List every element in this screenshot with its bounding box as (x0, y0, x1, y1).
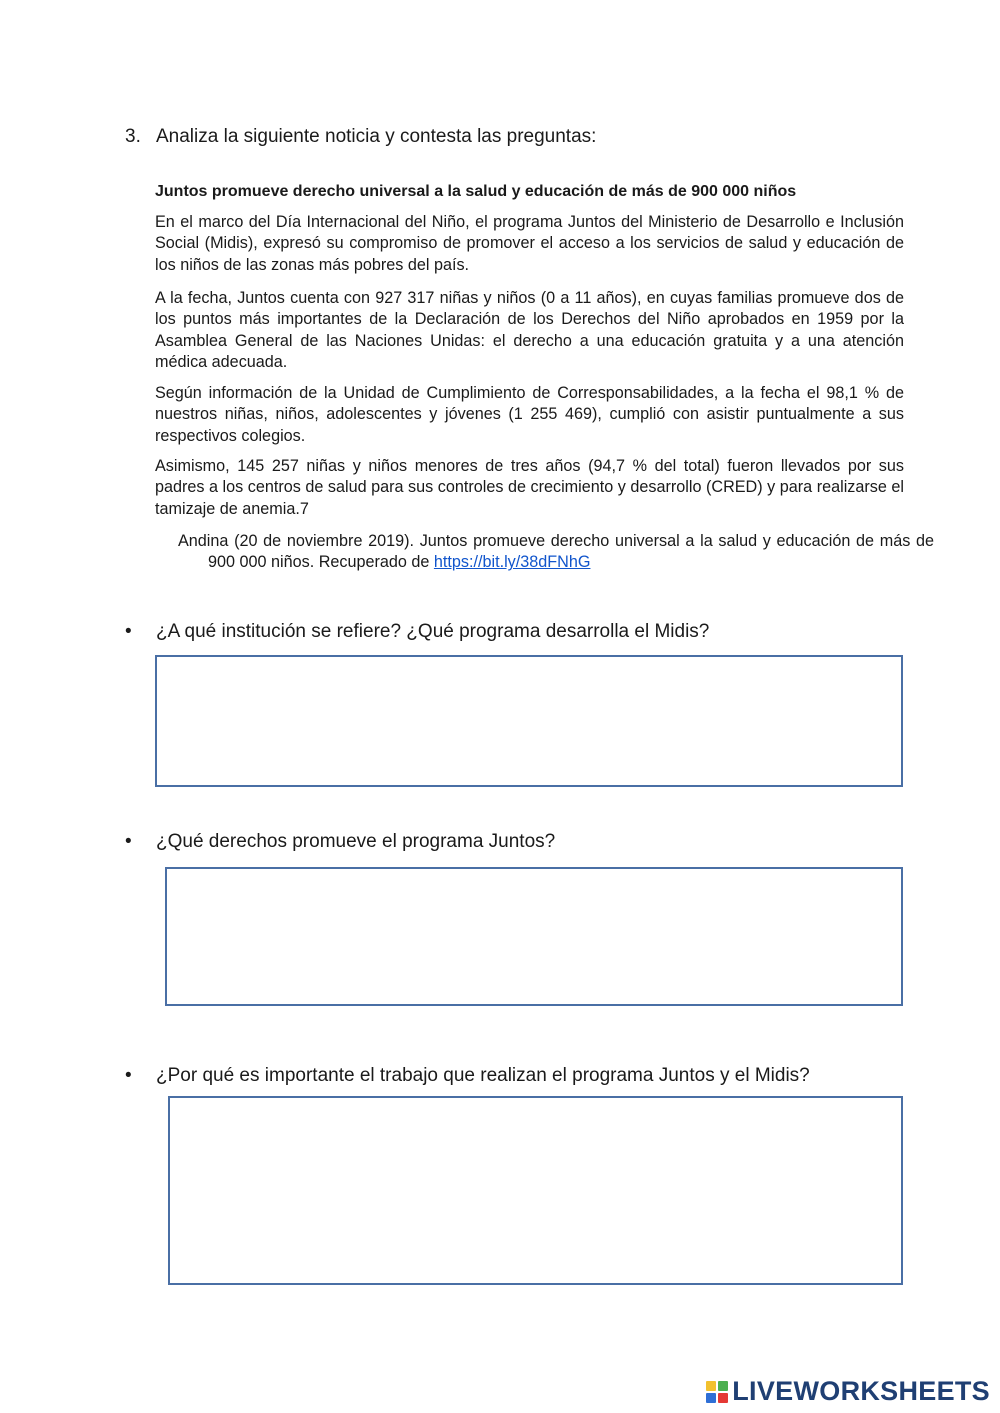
bullet-icon: • (125, 831, 132, 852)
question-1-text: ¿A qué institución se refiere? ¿Qué programa desarrolla el Midis? (156, 621, 710, 642)
article-title: Juntos promueve derecho universal a la salud y educación de más de 900 000 niños (155, 183, 797, 200)
exercise-prompt (125, 126, 596, 148)
article-citation (178, 531, 934, 574)
question-2 (125, 831, 555, 853)
bullet-icon: • (125, 621, 132, 642)
article-paragraph-4: Asimismo, 145 257 niñas y niños menores de tres años (94,7 % del total) fueron llevados por sus padres a los centros de salud para sus controles de crecimiento y desarrollo (CRED) y para realizarse el tamizaje de anemia.7 (155, 457, 904, 518)
answer-box-1[interactable] (155, 655, 903, 787)
citation-link[interactable]: https://bit.ly/38dFNhG (433, 553, 591, 572)
logo-square-3 (706, 1393, 716, 1403)
question-2-text: ¿Qué derechos promueve el programa Juntos? (156, 831, 556, 852)
question-3-text: ¿Por qué es importante el trabajo que realizan el programa Juntos y el Midis? (156, 1065, 810, 1086)
liveworksheets-logo-icon (706, 1381, 728, 1403)
bullet-icon: • (125, 1065, 132, 1086)
logo-square-2 (718, 1381, 728, 1391)
answer-box-3[interactable] (168, 1096, 903, 1285)
logo-text: LIVEWORKSHEETS (732, 1376, 990, 1406)
question-3 (125, 1065, 810, 1087)
exercise-number: 3. (125, 126, 141, 147)
logo-square-4 (718, 1393, 728, 1403)
logo-square-1 (706, 1381, 716, 1391)
article-paragraph-2: A la fecha, Juntos cuenta con 927 317 niñas y niños (0 a 11 años), en cuyas familias promueve dos de los puntos más importantes de la Declaración de los Derechos del Niño aprobados en 1959 por la Asamblea General de las Naciones Unidas: el derecho a una educación gratuita y a una atención médica adecuada. (155, 289, 904, 371)
article-paragraph-3: Según información de la Unidad de Cumplimiento de Corresponsabilidades, a la fecha el 98,1 % de nuestros niñas, niños, adolescentes y jóvenes (1 255 469), cumplió con asistir puntualmente a sus respectivos colegios. (155, 384, 904, 445)
article-paragraph-1: En el marco del Día Internacional del Niño, el programa Juntos del Ministerio de Desarrollo e Inclusión Social (Midis), expresó su compromiso de promover el acceso a los servicios de salud y educación de los niños de las zonas más pobres del país. (155, 213, 904, 274)
citation-text: Andina (20 de noviembre 2019). Juntos promueve derecho universal a la salud y educación de más de 900 000 niños. Recuperado de (178, 532, 934, 572)
answer-box-2[interactable] (165, 867, 903, 1006)
exercise-prompt-text: Analiza la siguiente noticia y contesta las preguntas: (156, 126, 597, 147)
liveworksheets-logo (706, 1376, 990, 1407)
question-1 (125, 621, 709, 643)
